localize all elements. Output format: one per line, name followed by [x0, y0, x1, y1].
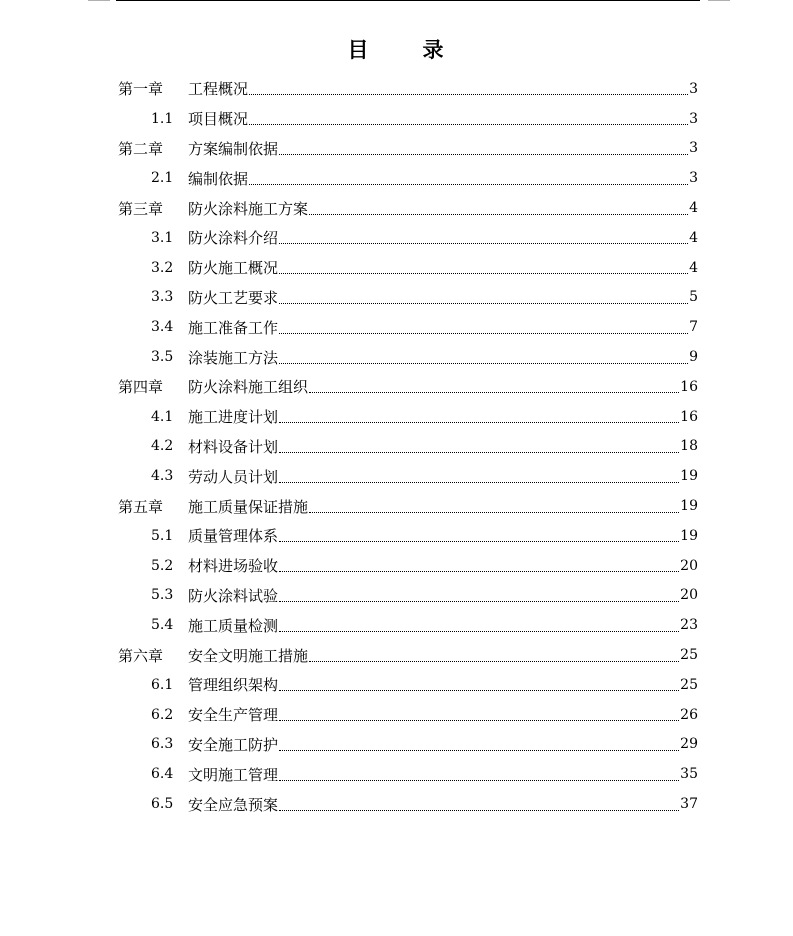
toc-entry-page: 18 — [680, 438, 698, 455]
toc-entry-page: 7 — [689, 319, 698, 336]
toc-entry[interactable] — [118, 640, 698, 670]
toc-entry[interactable] — [118, 461, 698, 491]
toc-entry-label: 施工质量检测 — [188, 616, 279, 635]
toc-entry-label: 防火涂料施工组织 — [188, 378, 309, 397]
toc-entry-label: 文明施工管理 — [188, 765, 279, 784]
toc-entry-number: 第六章 — [118, 646, 164, 665]
toc-dot-leader — [279, 273, 688, 274]
toc-entry-page: 19 — [680, 468, 698, 485]
toc-entry-label: 劳动人员计划 — [188, 467, 279, 486]
toc-entry[interactable] — [118, 402, 698, 432]
toc-entry[interactable] — [118, 730, 698, 760]
toc-dot-leader — [279, 452, 679, 453]
title-char-1: 目 — [347, 37, 371, 62]
toc-entry-number: 5.3 — [151, 587, 174, 604]
toc-entry-page: 23 — [680, 617, 698, 634]
page-corner-mark-left — [88, 0, 110, 1]
toc-entry-label: 安全生产管理 — [188, 706, 279, 725]
toc-entry-number: 6.5 — [151, 796, 174, 813]
toc-dot-leader — [279, 750, 679, 751]
toc-entry-page: 20 — [680, 587, 698, 604]
toc-entry-page: 25 — [680, 647, 698, 664]
toc-entry[interactable] — [118, 670, 698, 700]
toc-dot-leader — [279, 422, 679, 423]
toc-entry-number: 5.4 — [151, 617, 174, 634]
toc-entry-number: 3.5 — [151, 349, 174, 366]
toc-entry-label: 涂装施工方法 — [188, 348, 279, 367]
toc-entry-page: 3 — [689, 110, 698, 127]
toc-entry-label: 方案编制依据 — [188, 139, 279, 158]
toc-entry[interactable] — [118, 491, 698, 521]
toc-entry-page: 29 — [680, 736, 698, 753]
toc-entry[interactable] — [118, 253, 698, 283]
toc-entry-label: 材料设备计划 — [188, 437, 279, 456]
toc-entry-label: 材料进场验收 — [188, 557, 279, 576]
toc-dot-leader — [279, 303, 688, 304]
toc-entry-page: 19 — [680, 498, 698, 515]
toc-entry[interactable] — [118, 134, 698, 164]
toc-dot-leader — [249, 184, 688, 185]
toc-entry-number: 2.1 — [151, 170, 174, 187]
toc-entry-number: 1.1 — [151, 110, 174, 127]
toc-entry-number: 3.2 — [151, 259, 174, 276]
toc-entry-page: 3 — [689, 140, 698, 157]
toc-entry-number: 第五章 — [118, 497, 164, 516]
toc-entry-page: 3 — [689, 80, 698, 97]
title-char-2: 录 — [422, 37, 446, 62]
toc-entry-label: 施工准备工作 — [188, 318, 279, 337]
toc-dot-leader — [309, 661, 679, 662]
toc-entry[interactable] — [118, 312, 698, 342]
toc-entry[interactable] — [118, 581, 698, 611]
toc-entry-number: 6.3 — [151, 736, 174, 753]
toc-entry-page: 20 — [680, 557, 698, 574]
toc-entry-page: 4 — [689, 229, 698, 246]
toc-entry[interactable] — [118, 163, 698, 193]
toc-entry-page: 4 — [689, 200, 698, 217]
toc-entry-label: 质量管理体系 — [188, 527, 279, 546]
toc-entry-page: 35 — [680, 766, 698, 783]
toc-entry[interactable] — [118, 223, 698, 253]
toc-entry[interactable] — [118, 789, 698, 819]
toc-entry-number: 4.2 — [151, 438, 174, 455]
toc-entry-label: 施工质量保证措施 — [188, 497, 309, 516]
toc-dot-leader — [309, 392, 679, 393]
toc-entry-label: 安全应急预案 — [188, 795, 279, 814]
toc-entry-page: 37 — [680, 796, 698, 813]
toc-entry[interactable] — [118, 700, 698, 730]
toc-entry-label: 编制依据 — [188, 169, 249, 188]
toc-dot-leader — [279, 541, 679, 542]
toc-entry[interactable] — [118, 74, 698, 104]
page-corner-mark-right — [708, 0, 730, 1]
toc-entry-number: 4.1 — [151, 408, 174, 425]
toc-dot-leader — [279, 601, 679, 602]
toc-entry-page: 4 — [689, 259, 698, 276]
toc-entry-page: 16 — [680, 408, 698, 425]
toc-entry-label: 防火涂料试验 — [188, 586, 279, 605]
toc-entry[interactable] — [118, 104, 698, 134]
toc-entry-number: 6.2 — [151, 706, 174, 723]
toc-entry-number: 6.1 — [151, 676, 174, 693]
toc-dot-leader — [279, 154, 688, 155]
toc-entry-label: 安全施工防护 — [188, 735, 279, 754]
toc-dot-leader — [249, 124, 688, 125]
toc-entry-label: 项目概况 — [188, 110, 249, 129]
toc-entry-label: 管理组织架构 — [188, 676, 279, 695]
toc-dot-leader — [309, 512, 679, 513]
toc-dot-leader — [279, 810, 679, 811]
table-of-contents — [118, 74, 698, 819]
toc-entry-page: 25 — [680, 676, 698, 693]
toc-entry-label: 施工进度计划 — [188, 408, 279, 427]
toc-entry[interactable] — [118, 372, 698, 402]
toc-entry-number: 3.1 — [151, 229, 174, 246]
toc-entry[interactable] — [118, 342, 698, 372]
toc-entry-page: 9 — [689, 349, 698, 366]
toc-entry-number: 3.4 — [151, 319, 174, 336]
toc-entry-number: 第四章 — [118, 378, 164, 397]
toc-entry[interactable] — [118, 283, 698, 313]
toc-entry-page: 16 — [680, 378, 698, 395]
page-title — [0, 34, 793, 64]
toc-entry-label: 防火涂料施工方案 — [188, 199, 309, 218]
toc-dot-leader — [279, 482, 679, 483]
toc-entry-label: 安全文明施工措施 — [188, 646, 309, 665]
toc-entry[interactable] — [118, 551, 698, 581]
toc-entry-number: 第二章 — [118, 139, 164, 158]
toc-dot-leader — [279, 363, 688, 364]
toc-entry-number: 3.3 — [151, 289, 174, 306]
toc-entry-label: 防火涂料介绍 — [188, 229, 279, 248]
toc-dot-leader — [309, 214, 688, 215]
toc-dot-leader — [279, 333, 688, 334]
toc-dot-leader — [279, 720, 679, 721]
toc-entry[interactable] — [118, 610, 698, 640]
toc-entry-number: 5.1 — [151, 527, 174, 544]
toc-entry-number: 第一章 — [118, 80, 164, 99]
toc-dot-leader — [279, 631, 679, 632]
toc-entry-label: 防火工艺要求 — [188, 288, 279, 307]
toc-entry-page: 3 — [689, 170, 698, 187]
toc-entry[interactable] — [118, 432, 698, 462]
toc-dot-leader — [279, 690, 679, 691]
toc-dot-leader — [279, 243, 688, 244]
toc-dot-leader — [249, 94, 688, 95]
toc-entry[interactable] — [118, 521, 698, 551]
toc-entry-number: 6.4 — [151, 766, 174, 783]
toc-entry-page: 19 — [680, 527, 698, 544]
toc-entry-page: 5 — [689, 289, 698, 306]
toc-dot-leader — [279, 571, 679, 572]
header-rule — [116, 0, 700, 1]
toc-entry-number: 4.3 — [151, 468, 174, 485]
toc-entry-label: 防火施工概况 — [188, 259, 279, 278]
toc-entry-number: 第三章 — [118, 199, 164, 218]
toc-entry[interactable] — [118, 759, 698, 789]
toc-entry-number: 5.2 — [151, 557, 174, 574]
toc-entry-label: 工程概况 — [188, 80, 249, 99]
toc-entry[interactable] — [118, 193, 698, 223]
toc-dot-leader — [279, 780, 679, 781]
toc-entry-page: 26 — [680, 706, 698, 723]
